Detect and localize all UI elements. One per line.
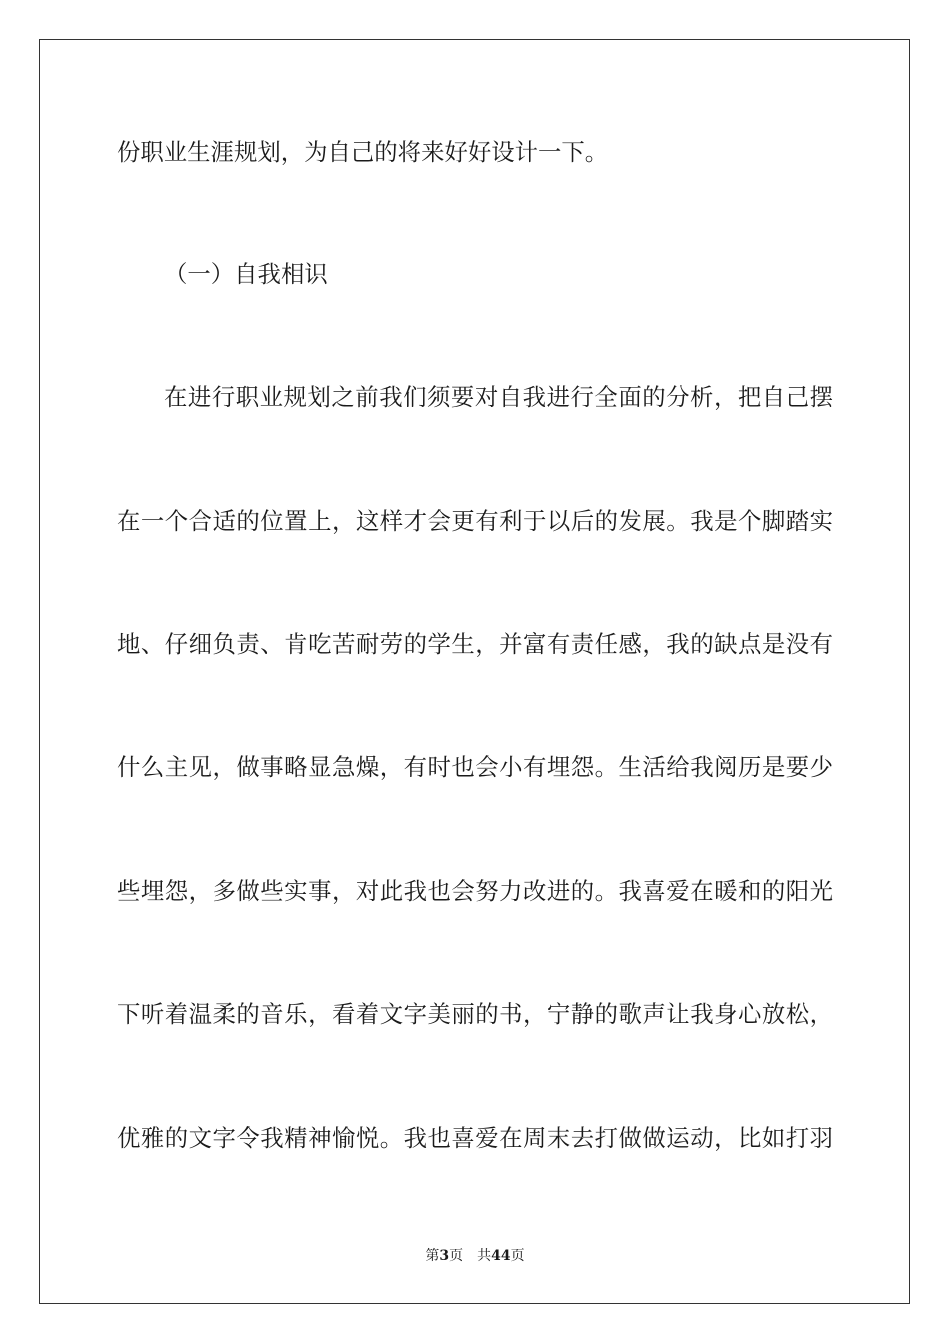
- paragraph-line-7: 优雅的文字令我精神愉悦。我也喜爱在周末去打做做运动，比如打羽: [117, 1124, 833, 1152]
- section-heading: （一）自我相识: [164, 260, 328, 288]
- total-pages: 44: [491, 1248, 511, 1264]
- page-frame: [39, 39, 910, 1304]
- page-footer: [0, 1247, 950, 1265]
- paragraph-line-1: 在进行职业规划之前我们须要对自我进行全面的分析，把自己摆: [164, 383, 833, 411]
- page-number: 3: [439, 1248, 450, 1264]
- paragraph-line-3: 地、仔细负责、肯吃苦耐劳的学生，并富有责任感，我的缺点是没有: [117, 630, 833, 658]
- body-line-1: 份职业生涯规划，为自己的将来好好设计一下。: [117, 138, 609, 166]
- paragraph-line-6: 下听着温柔的音乐，看着文字美丽的书，宁静的歌声让我身心放松，: [117, 1000, 833, 1028]
- paragraph-line-4: 什么主见，做事略显急燥，有时也会小有埋怨。生活给我阅历是要少: [117, 753, 833, 781]
- paragraph-line-2: 在一个合适的位置上，这样才会更有利于以后的发展。我是个脚踏实: [117, 507, 833, 535]
- page-suffix: 页: [449, 1248, 464, 1264]
- page-prefix: 第: [425, 1248, 440, 1264]
- paragraph-line-5: 些埋怨，多做些实事，对此我也会努力改进的。我喜爱在暖和的阳光: [117, 877, 833, 905]
- total-suffix: 页: [510, 1248, 525, 1264]
- total-prefix: 共: [477, 1248, 492, 1264]
